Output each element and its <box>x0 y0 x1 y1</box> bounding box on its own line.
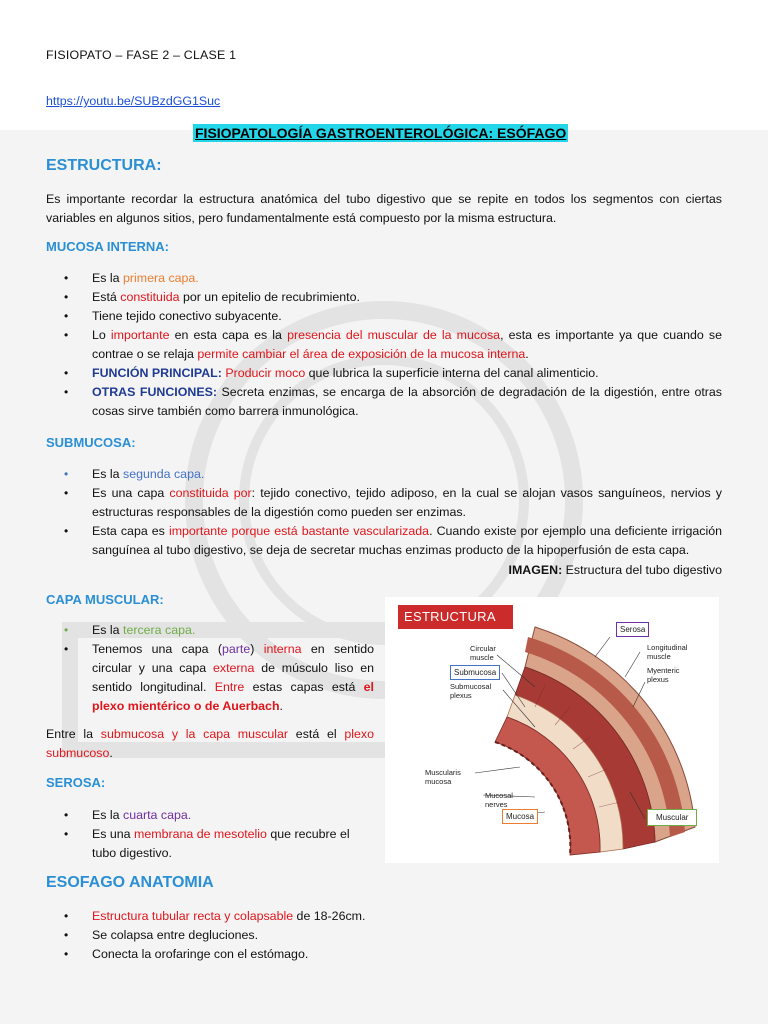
list-item: • Es la primera capa. <box>64 271 199 285</box>
anatomia-list <box>46 907 722 964</box>
list-item: • Es una capa constituida por: tejido conectivo, tejido adiposo, en la cual se alojan vasos sanguíneos, nervios y estructuras responsables de la digestión como pueden ser enzimas. <box>64 486 722 519</box>
list-item: • FUNCIÓN PRINCIPAL: Producir moco que lubrica la superficie interna del canal alimenticio. <box>64 366 599 380</box>
label-muscular: Muscular <box>647 809 697 826</box>
muscular-paragraph: Entre la submucosa y la capa muscular está el plexo submucoso. <box>46 727 374 760</box>
list-item: • Esta capa es importante porque está bastante vascularizada. Cuando existe por ejemplo una deficiente irrigación sanguínea al tubo digestivo, se deja de secretar muchas enzimas producto de la hipoperfusión de esta capa. <box>64 524 723 557</box>
list-item: • Tiene tejido conectivo subyacente. <box>64 309 282 323</box>
document-title: FISIOPATOLOGÍA GASTROENTEROLÓGICA: ESÓFAGO <box>195 125 567 141</box>
list-item: • Tenemos una capa (parte) interna en sentido circular y una capa externa de músculo liso en sentido longitudinal. Entre estas capas está el plexo mientérico o de Auerbach. <box>64 642 374 713</box>
label-myenteric-plexus: Myenteric plexus <box>647 666 680 684</box>
list-item: • Es una membrana de mesotelio que recubre el tubo digestivo. <box>64 827 350 860</box>
course-line: FISIOPATO – FASE 2 – CLASE 1 <box>46 48 237 62</box>
heading-esofago-anatomia: ESOFAGO ANATOMIA <box>46 874 214 891</box>
label-longitudinal-muscle: Longitudinal muscle <box>647 643 688 661</box>
label-submucosal-plexus: Submucosal plexus <box>450 682 492 700</box>
label-mucosa: Mucosa <box>502 809 538 824</box>
list-item: • Es la tercera capa. <box>64 623 196 637</box>
label-circular-muscle: Circular muscle <box>470 644 496 662</box>
muscular-list <box>46 621 374 716</box>
list-item: • Estructura tubular recta y colapsable de 18-26cm. <box>64 909 366 923</box>
image-caption: IMAGEN: Estructura del tubo digestivo <box>508 563 722 577</box>
heading-mucosa-interna: MUCOSA INTERNA: <box>46 239 170 254</box>
list-item: • Lo importante en esta capa es la presencia del muscular de la mucosa, esta es importante ya que cuando se contrae o se relaja permite cambiar el área de exposición de la mucosa interna. <box>64 328 722 361</box>
list-item: • Se colapsa entre degluciones. <box>64 928 259 942</box>
heading-serosa: SEROSA: <box>46 775 106 790</box>
label-submucosa: Submucosa <box>450 665 500 680</box>
label-muscularis-mucosa: Muscularis mucosa <box>425 768 461 786</box>
label-mucosal-nerves: Mucosal nerves <box>485 791 513 809</box>
list-item: • OTRAS FUNCIONES: Secreta enzimas, se encarga de la absorción de degradación de la digestión, entre otras cosas sirve también como barrera inmunológica. <box>64 385 722 418</box>
heading-estructura: ESTRUCTURA: <box>46 157 162 174</box>
serosa-list <box>46 806 374 863</box>
submucosa-list <box>46 465 722 560</box>
mucosa-list <box>46 269 722 421</box>
heading-submucosa: SUBMUCOSA: <box>46 435 136 450</box>
list-item: • Es la cuarta capa. <box>64 808 192 822</box>
figure-banner: ESTRUCTURA <box>398 605 513 629</box>
list-item: • Conecta la orofaringe con el estómago. <box>64 947 309 961</box>
heading-capa-muscular: CAPA MUSCULAR: <box>46 592 164 607</box>
estructura-intro: Es importante recordar la estructura anatómica del tubo digestivo que se repite en todos los segmentos con ciertas variables en algunos sitios, pero fundamentalmente está compuesto por la misma estructura. <box>46 192 722 225</box>
digestive-tube-figure <box>385 597 719 863</box>
list-item: • Está constituida por un epitelio de recubrimiento. <box>64 290 360 304</box>
list-item: • Es la segunda capa. <box>64 467 205 481</box>
label-serosa: Serosa <box>616 622 649 637</box>
video-link[interactable]: https://youtu.be/SUBzdGG1Suc <box>46 94 221 108</box>
